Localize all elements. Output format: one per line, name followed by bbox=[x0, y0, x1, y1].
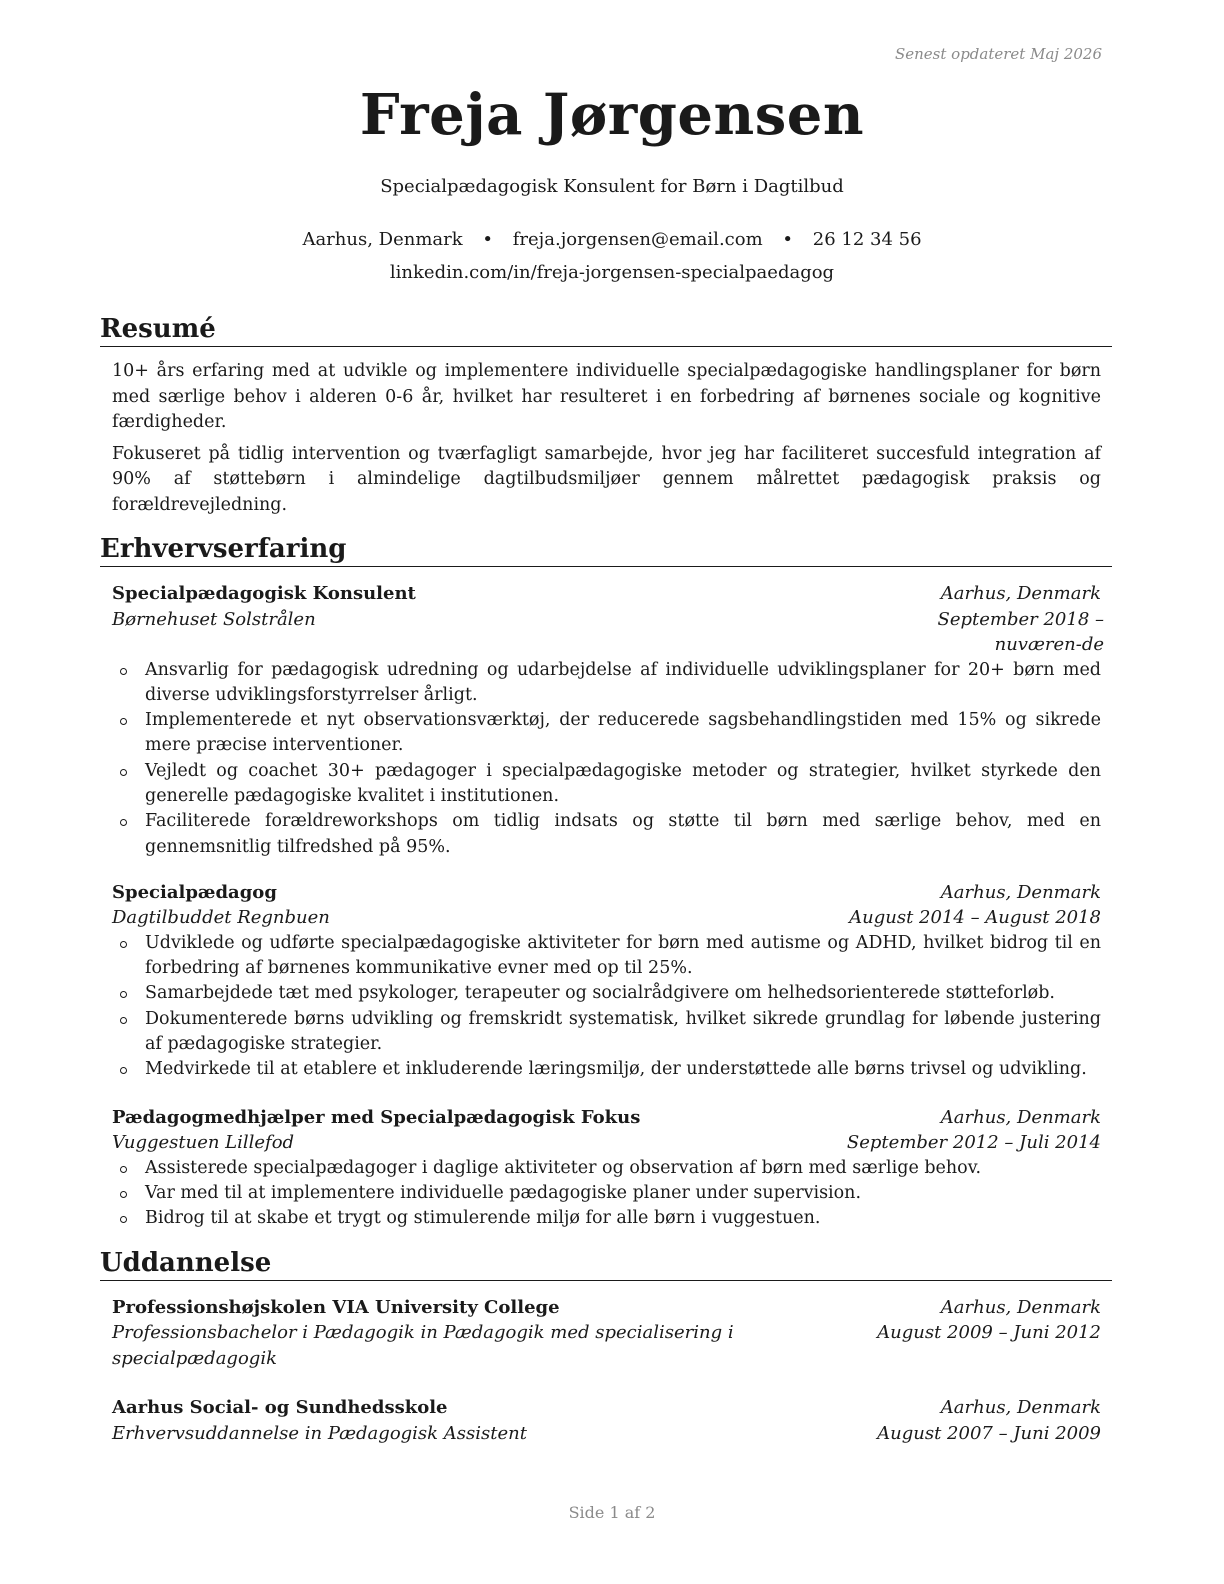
school-name: Aarhus Social- og Sundhedsskole bbox=[112, 1397, 448, 1419]
bullet-circle-icon bbox=[120, 991, 127, 998]
section-title-experience: Erhvervserfaring bbox=[100, 532, 1112, 567]
summary-section bbox=[100, 359, 1112, 518]
job-bullets bbox=[112, 931, 1101, 1083]
resume-content bbox=[100, 312, 1112, 1446]
job-entry bbox=[112, 880, 1101, 1083]
education-dates: August 2007 – Juni 2009 bbox=[877, 1422, 1101, 1444]
list-item: Samarbejdede tæt med psykologer, terapeuter og socialrådgivere om helhedsorienterede støtteforløb. bbox=[112, 981, 1101, 1006]
job-bullets bbox=[112, 1156, 1101, 1232]
experience-section bbox=[100, 581, 1112, 1232]
list-item: Assisterede specialpædagoger i daglige aktiviteter og observation af børn med særlige behov. bbox=[112, 1156, 1101, 1181]
job-dates: August 2014 – August 2018 bbox=[849, 907, 1101, 929]
section-title-education: Uddannelse bbox=[100, 1246, 1112, 1281]
bullet-circle-icon bbox=[120, 1216, 127, 1223]
linkedin-link[interactable]: linkedin.com/in/freja-jorgensen-specialpaedagog bbox=[389, 262, 835, 283]
list-item: Dokumenterede børns udvikling og fremskridt systematisk, hvilket sikrede grundlag for løbende justering af pædagogiske strategier. bbox=[112, 1007, 1101, 1058]
school-location: Aarhus, Denmark bbox=[940, 1296, 1101, 1318]
bullet-circle-icon bbox=[120, 1191, 127, 1198]
bullet-circle-icon bbox=[120, 1017, 127, 1024]
list-item: Udviklede og udførte specialpædagogiske aktiviteter for børn med autisme og ADHD, hvilket bidrog til en forbedring af børnenes kommunikative evner med op til 25%. bbox=[112, 931, 1101, 982]
last-updated: Senest opdateret Maj 2026 bbox=[894, 45, 1102, 63]
job-location: Aarhus, Denmark bbox=[940, 583, 1101, 604]
section-title-summary: Resumé bbox=[100, 312, 1112, 347]
job-entry bbox=[112, 581, 1104, 860]
email-link[interactable]: freja.jorgensen@email.com bbox=[512, 229, 763, 250]
school-name: Professionshøjskolen VIA University College bbox=[112, 1296, 560, 1318]
bullet-circle-icon bbox=[120, 718, 127, 725]
bullet-circle-icon bbox=[120, 1067, 127, 1074]
bullet-circle-icon bbox=[120, 668, 127, 675]
education-entry bbox=[112, 1295, 1101, 1372]
list-item: Medvirkede til at etablere et inkluderende læringsmiljø, der understøttede alle børns trivsel og udvikling. bbox=[112, 1057, 1101, 1082]
separator-bullet: • bbox=[782, 229, 794, 250]
bullet-circle-icon bbox=[120, 819, 127, 826]
page-number: Side 1 af 2 bbox=[568, 1503, 656, 1522]
degree: Erhvervsuddannelse in Pædagogisk Assistent bbox=[112, 1422, 527, 1444]
list-item: Vejledt og coachet 30+ pædagoger i specialpædagogiske metoder og strategier, hvilket styrkede den generelle pædagogiske kvalitet i institutionen. bbox=[112, 759, 1101, 810]
job-title: Specialpædagog bbox=[112, 881, 277, 903]
contact-line bbox=[0, 229, 1224, 250]
job-dates: September 2018 – nuværen-de bbox=[937, 608, 1104, 655]
job-organization: Dagtilbuddet Regnbuen bbox=[112, 907, 330, 929]
list-item: Bidrog til at skabe et trygt og stimulerende miljø for alle børn i vuggestuen. bbox=[112, 1206, 1101, 1231]
education-entry bbox=[112, 1395, 1101, 1446]
education-section bbox=[100, 1295, 1112, 1447]
job-location: Aarhus, Denmark bbox=[940, 881, 1101, 903]
job-bullets bbox=[112, 658, 1101, 860]
list-item: Implementerede et nyt observationsværktøj, der reducerede sagsbehandlingstiden med 15% og sikrede mere præcise interventioner. bbox=[112, 708, 1101, 759]
phone-number: 26 12 34 56 bbox=[812, 229, 922, 250]
separator-bullet: • bbox=[482, 229, 494, 250]
job-organization: Børnehuset Solstrålen bbox=[112, 608, 316, 630]
job-title: Specialpædagogisk Konsulent bbox=[112, 583, 416, 604]
tagline: Specialpædagogisk Konsulent for Børn i Dagtilbud bbox=[380, 176, 844, 197]
degree: Professionsbachelor i Pædagogik in Pædagogik med specialisering i specialpædagogik bbox=[112, 1322, 734, 1369]
job-title: Pædagogmedhjælper med Specialpædagogisk Fokus bbox=[112, 1106, 641, 1128]
list-item: Ansvarlig for pædagogisk udredning og udarbejdelse af individuelle udviklingsplaner for 20+ børn med diverse udviklingsforstyrrelser årligt. bbox=[112, 658, 1101, 709]
summary-paragraph: Fokuseret på tidlig intervention og tværfagligt samarbejde, hvor jeg har faciliteret succesfuld integration af 90% af støttebørn i almindelige dagtilbudsmiljøer gennem målrettet pædagogisk praksis og forældrevejledning. bbox=[112, 443, 1101, 515]
job-organization: Vuggestuen Lillefod bbox=[112, 1132, 295, 1154]
job-dates: September 2012 – Juli 2014 bbox=[846, 1132, 1101, 1154]
location: Aarhus, Denmark bbox=[302, 229, 463, 250]
job-entry bbox=[112, 1105, 1101, 1232]
bullet-circle-icon bbox=[120, 1166, 127, 1173]
education-dates: August 2009 – Juni 2012 bbox=[877, 1322, 1101, 1344]
school-location: Aarhus, Denmark bbox=[940, 1397, 1101, 1419]
list-item: Faciliterede forældreworkshops om tidlig indsats og støtte til børn med særlige behov, med en gennemsnitlig tilfredshed på 95%. bbox=[112, 809, 1101, 860]
job-location: Aarhus, Denmark bbox=[940, 1106, 1101, 1128]
list-item: Var med til at implementere individuelle pædagogiske planer under supervision. bbox=[112, 1181, 1101, 1206]
bullet-circle-icon bbox=[120, 769, 127, 776]
candidate-name: Freja Jørgensen bbox=[359, 82, 865, 148]
summary-paragraph: 10+ års erfaring med at udvikle og implementere individuelle specialpædagogiske handlingsplaner for børn med særlige behov i alderen 0-6 år, hvilket har resulteret i en forbedring af børnenes sociale og kognitive færdigheder. bbox=[112, 361, 1101, 432]
bullet-circle-icon bbox=[120, 941, 127, 948]
